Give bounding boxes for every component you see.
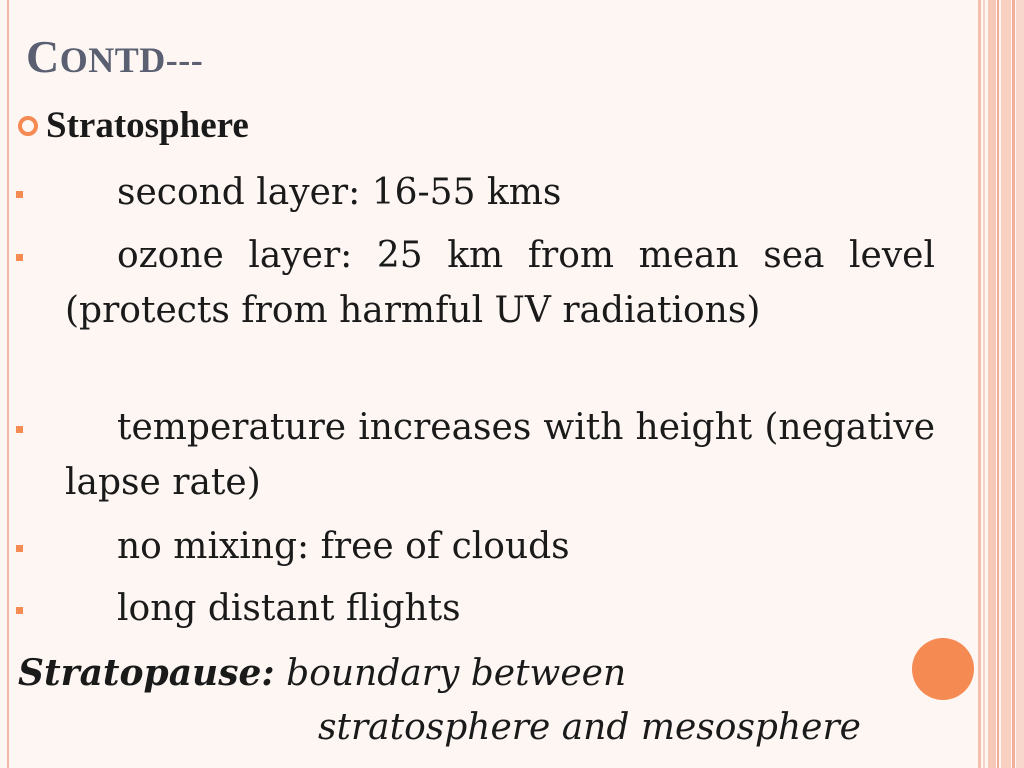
right-stripe <box>1012 0 1015 768</box>
square-bullet-icon <box>16 545 23 552</box>
right-stripe <box>1001 0 1011 768</box>
bullet-item: temperature increases with height (negative lapse rate) <box>65 407 935 503</box>
right-stripe <box>978 0 981 768</box>
bullet-item: second layer: 16-55 kms <box>117 172 562 213</box>
slide-title <box>26 30 203 83</box>
square-bullet-icon <box>16 191 23 198</box>
bullet-item: long distant flights <box>117 588 461 629</box>
bullet-item: ozone layer: 25 km from mean sea level (protects from harmful UV radiations) <box>65 235 935 331</box>
square-bullet-icon <box>16 254 23 261</box>
square-bullet-icon <box>16 607 23 614</box>
section-heading <box>18 104 249 147</box>
title-rest: ONTD--- <box>59 40 204 80</box>
footer-term: Stratopause: <box>18 652 275 694</box>
footer-line-2: stratosphere and mesosphere <box>318 707 861 748</box>
heading-text: Stratosphere <box>46 105 249 146</box>
right-stripe <box>983 0 985 768</box>
square-bullet-icon <box>16 426 23 433</box>
right-stripe <box>988 0 996 768</box>
left-border-line <box>7 0 9 768</box>
ring-bullet-icon <box>18 116 38 136</box>
title-initial: C <box>26 31 60 82</box>
right-stripe <box>997 0 999 768</box>
decorative-circle <box>912 638 974 700</box>
bullet-item: no mixing: free of clouds <box>117 526 570 567</box>
right-stripe <box>1016 0 1024 768</box>
footer-definition <box>18 646 626 701</box>
footer-line-1: boundary between <box>286 653 627 694</box>
